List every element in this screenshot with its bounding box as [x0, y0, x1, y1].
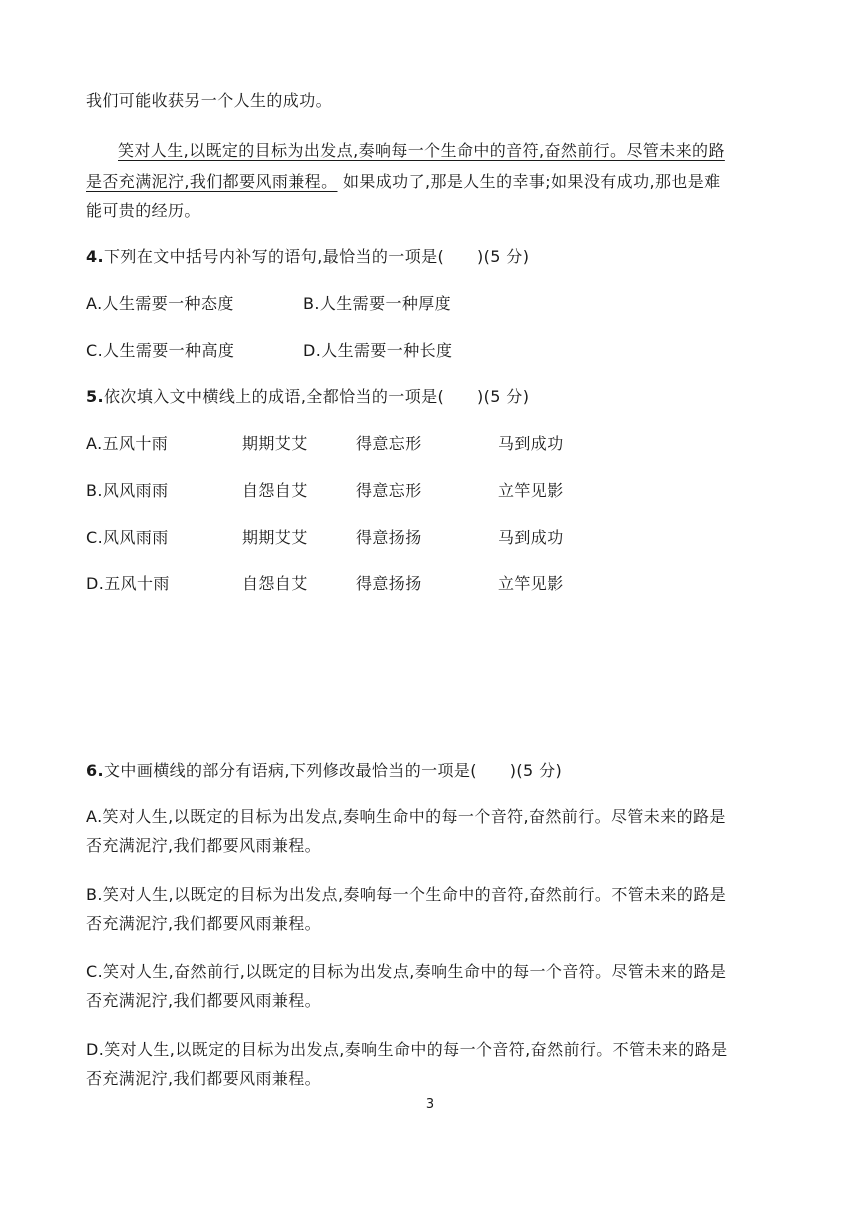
question-4-number: 4.	[86, 247, 105, 266]
q6-option-d-line-1: D.笑对人生,以既定的目标为出发点,奏响生命中的每一个音符,奋然前行。不管未来的路是	[86, 1040, 728, 1059]
passage-para2-line-2	[86, 171, 776, 193]
question-5-stem	[86, 386, 776, 408]
q5-row-c-col-2: 期期艾艾	[242, 528, 308, 547]
passage-line-1: 我们可能收获另一个人生的成功。	[86, 91, 333, 110]
question-4-text: 下列在文中括号内补写的语句,最恰当的一项是( )(5 分)	[104, 247, 530, 266]
q5-row-c-col-1: C.风风雨雨	[86, 528, 169, 547]
question-5-number: 5.	[86, 387, 105, 406]
q5-row-b-col-1: B.风风雨雨	[86, 481, 169, 500]
q5-row-a-col-4: 马到成功	[498, 434, 564, 453]
q6-option-d-line-2: 否充满泥泞,我们都要风雨兼程。	[86, 1069, 322, 1088]
q5-row-b-col-3: 得意忘形	[356, 481, 422, 500]
passage-para2-line-3: 能可贵的经历。	[86, 201, 201, 220]
q5-row-b-col-2: 自怨自艾	[242, 481, 308, 500]
q5-row-c-col-4: 马到成功	[498, 528, 564, 547]
q5-row-a-col-2: 期期艾艾	[242, 434, 308, 453]
q6-option-b-line-2: 否充满泥泞,我们都要风雨兼程。	[86, 914, 322, 933]
q4-option-d: D.人生需要一种长度	[303, 341, 453, 360]
q4-option-a: A.人生需要一种态度	[86, 294, 234, 313]
question-6-text: 文中画横线的部分有语病,下列修改最恰当的一项是( )(5 分)	[104, 761, 563, 780]
q6-option-b-line-1: B.笑对人生,以既定的目标为出发点,奏响每一个生命中的音符,奋然前行。不管未来的路是	[86, 885, 727, 904]
q4-option-b: B.人生需要一种厚度	[303, 294, 452, 313]
q5-row-c-col-3: 得意扬扬	[356, 528, 422, 547]
passage-para2-rest: 如果成功了,那是人生的幸事;如果没有成功,那也是难	[337, 172, 721, 191]
underlined-sentence-part-1: 笑对人生,以既定的目标为出发点,奏响每一个生命中的音符,奋然前行。尽管未来的路	[118, 141, 725, 160]
q5-row-b-col-4: 立竿见影	[498, 481, 564, 500]
q5-row-d-col-2: 自怨自艾	[242, 574, 308, 593]
q5-row-d-col-3: 得意扬扬	[356, 574, 422, 593]
underlined-sentence-part-2: 是否充满泥泞,我们都要风雨兼程。	[86, 172, 338, 191]
question-5-text: 依次填入文中横线上的成语,全都恰当的一项是( )(5 分)	[104, 387, 530, 406]
q5-row-d-col-4: 立竿见影	[498, 574, 564, 593]
q4-option-c: C.人生需要一种高度	[86, 341, 235, 360]
q5-row-d-col-1: D.五风十雨	[86, 574, 170, 593]
question-4-stem	[86, 246, 776, 268]
question-6-stem	[86, 760, 776, 782]
passage-para2-line-1	[118, 140, 778, 162]
question-6-number: 6.	[86, 761, 105, 780]
q6-option-c-line-1: C.笑对人生,奋然前行,以既定的目标为出发点,奏响生命中的每一个音符。尽管未来的路是	[86, 962, 727, 981]
page-number: 3	[425, 1097, 435, 1112]
q6-option-a-line-2: 否充满泥泞,我们都要风雨兼程。	[86, 836, 322, 855]
q5-row-a-col-1: A.五风十雨	[86, 434, 169, 453]
q5-row-a-col-3: 得意忘形	[356, 434, 422, 453]
q6-option-a-line-1: A.笑对人生,以既定的目标为出发点,奏响生命中的每一个音符,奋然前行。尽管未来的路是	[86, 807, 726, 826]
q6-option-c-line-2: 否充满泥泞,我们都要风雨兼程。	[86, 991, 322, 1010]
